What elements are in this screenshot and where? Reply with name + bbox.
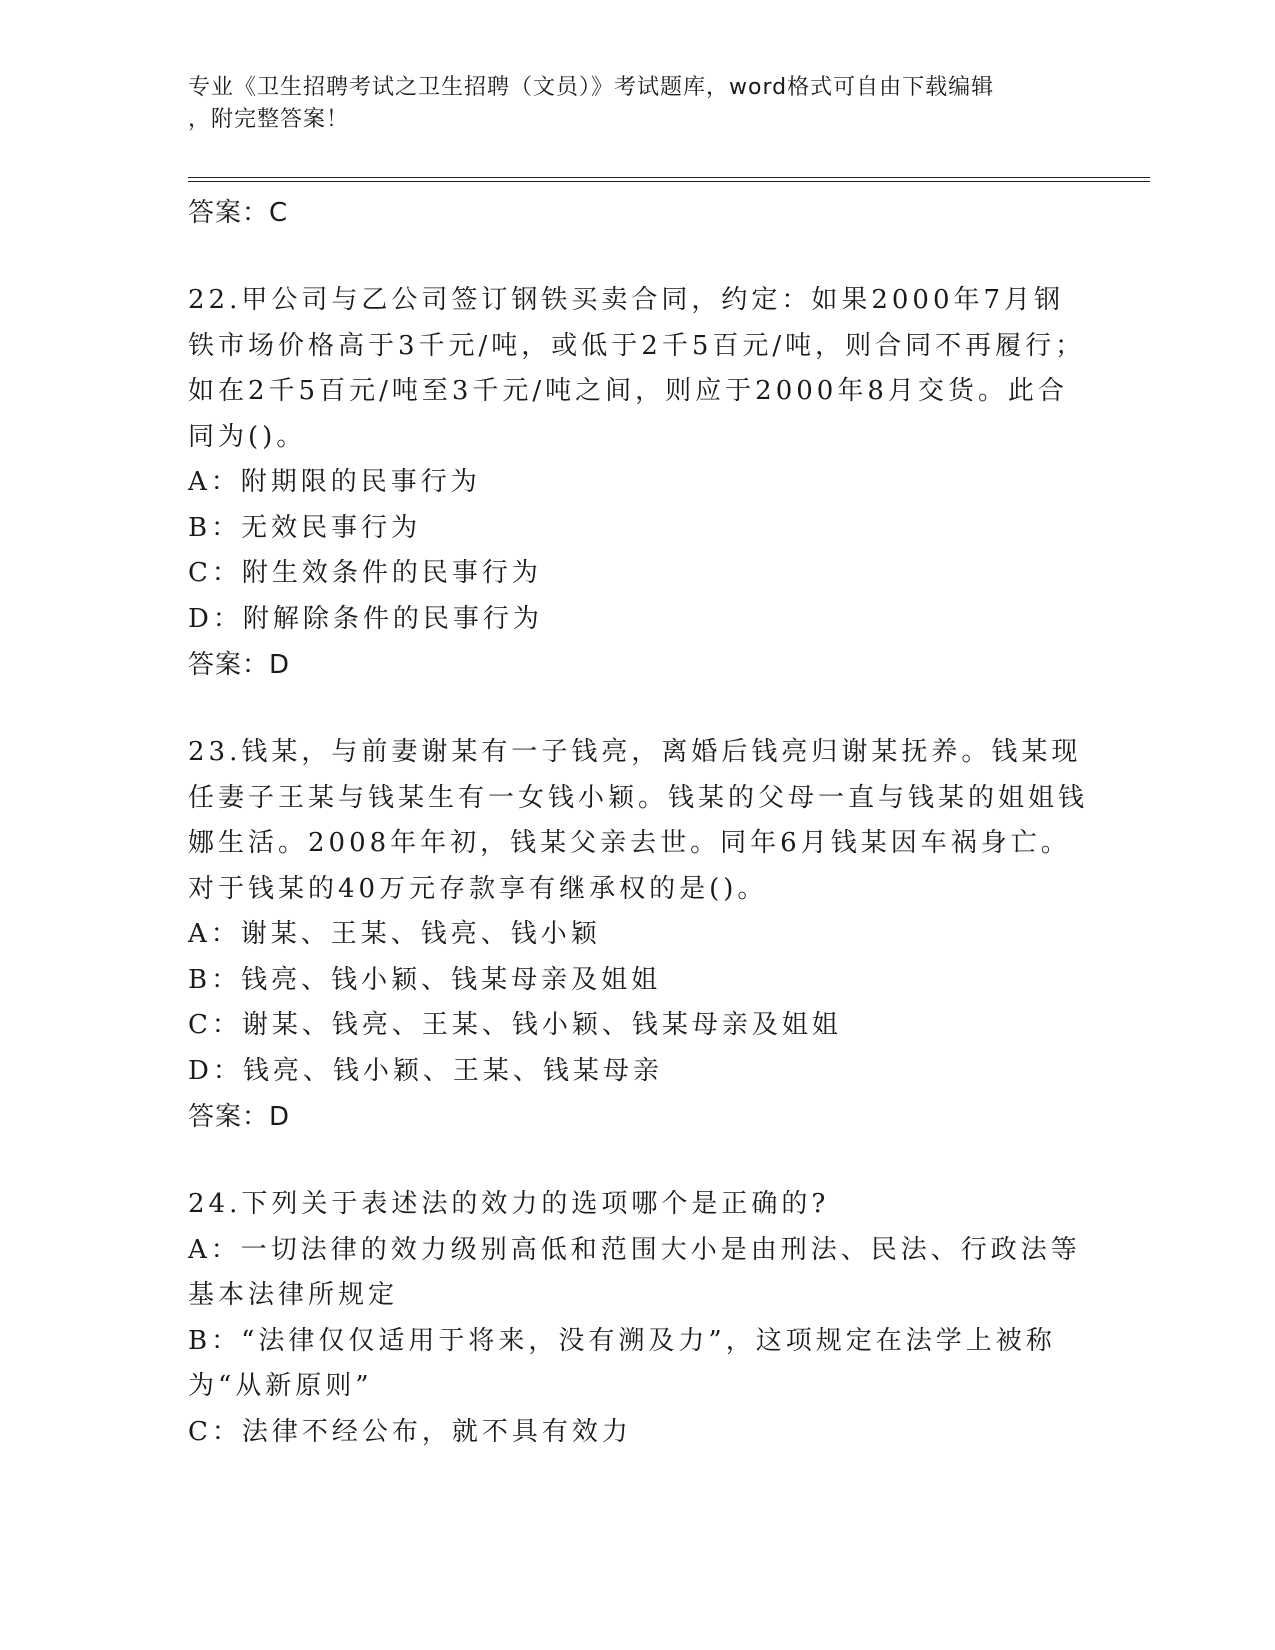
option-c: C：附生效条件的民事行为: [188, 558, 542, 588]
answer-label: 答案：C: [188, 198, 289, 228]
document-content: [188, 190, 1088, 1455]
option-b: B：无效民事行为: [188, 512, 422, 543]
option-c: C：谢某、钱亮、王某、钱小颖、钱某母亲及姐姐: [188, 1010, 842, 1040]
option-a: A：一切法律的效力级别高低和范围大小是由刑法、民法、行政法等基本法律所规定: [188, 1234, 1081, 1310]
question-text: 24.下列关于表述法的效力的选项哪个是正确的?: [188, 1189, 830, 1219]
option-b: B：钱亮、钱小颖、钱某母亲及姐姐: [188, 964, 662, 995]
answer-label: 答案：D: [188, 650, 291, 680]
header-divider-top: [188, 177, 1150, 178]
answer-label: 答案：D: [188, 1102, 291, 1132]
header-line-1: 专业《卫生招聘考试之卫生招聘（文员）》考试题库，word格式可自由下载编辑: [188, 75, 995, 100]
header-divider-bottom: [188, 181, 1150, 182]
header-line-2: ，附完整答案！: [188, 107, 350, 132]
question-text: 22.甲公司与乙公司签订钢铁买卖合同，约定：如果2000年7月钢铁市场价格高于3千元/吨，或低于2千5百元/吨，则合同不再履行；如在2千5百元/吨至3千元/吨之间，则应于2000年8月交货。此合同为()。: [188, 285, 1086, 452]
option-d: D：钱亮、钱小颖、王某、钱某母亲: [188, 1055, 663, 1086]
option-a: A：附期限的民事行为: [188, 467, 481, 497]
question-22: [188, 278, 1088, 688]
document-header: [188, 72, 1068, 136]
option-a: A：谢某、王某、钱亮、钱小颖: [188, 919, 601, 949]
option-d: D：附解除条件的民事行为: [188, 603, 543, 634]
option-c: C：法律不经公布，就不具有效力: [188, 1416, 632, 1447]
question-text: 23.钱某，与前妻谢某有一子钱亮，离婚后钱亮归谢某抚养。钱某现任妻子王某与钱某生有一女钱小颖。钱某的父母一直与钱某的姐姐钱娜生活。2008年年初，钱某父亲去世。同年6月钱某因车祸身亡。对于钱某的40万元存款享有继承权的是()。: [188, 737, 1089, 904]
option-b: B：“法律仅仅适用于将来，没有溯及力”，这项规定在法学上被称为“从新原则”: [188, 1325, 1056, 1401]
question-24: [188, 1182, 1088, 1455]
question-23: [188, 730, 1088, 1140]
